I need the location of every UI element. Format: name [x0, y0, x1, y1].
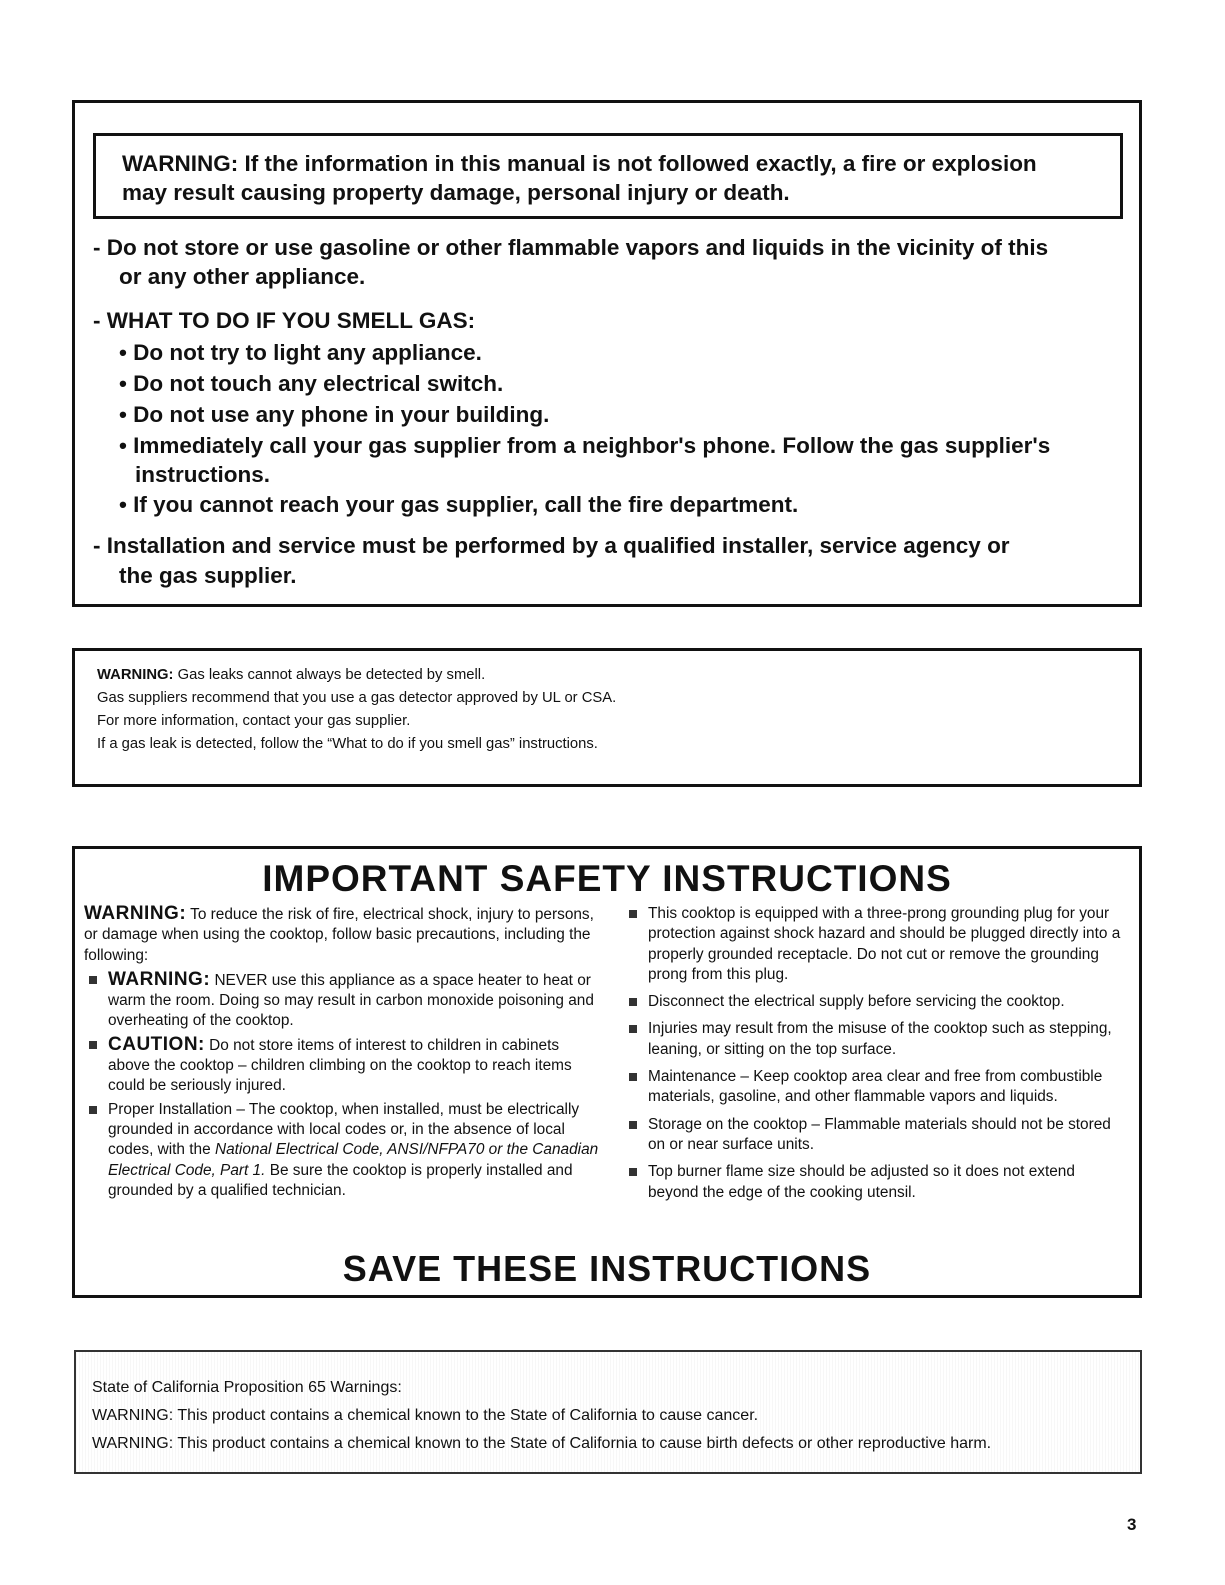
what-to-do-heading: - WHAT TO DO IF YOU SMELL GAS: — [93, 308, 476, 333]
list-item — [624, 1162, 1124, 1203]
bullet-icon — [89, 976, 97, 984]
prop65-warning-box — [74, 1350, 1142, 1474]
bullet-icon — [629, 1121, 637, 1129]
caution-label: CAUTION: — [108, 1033, 205, 1055]
sub-item-call-line1: • Immediately call your gas supplier from a neighbor's phone. Follow the gas supplier's — [119, 433, 1051, 458]
proper-installation-text-b: Be sure the cooktop is properly installed and grounded by a qualified technician. — [108, 1161, 573, 1199]
list-item — [624, 992, 1124, 1012]
bullet-icon — [629, 1073, 637, 1081]
maintenance-text: Maintenance – Keep cooktop area clear and free from combustible materials, gasoline, and other flammable vapors and liquids. — [648, 1068, 1103, 1106]
list-item — [84, 1035, 604, 1097]
electrical-code-reference: National Electrical Code, ANSI/NFPA70 or the Canadian Electrical Code, Part 1. — [108, 1141, 599, 1179]
list-item — [84, 1100, 604, 1201]
space-heater-warning-label: WARNING: — [108, 968, 211, 990]
bullet-icon — [89, 1041, 97, 1049]
leak-line4: If a gas leak is detected, follow the “What to do if you smell gas” instructions. — [97, 736, 598, 752]
prop65-cancer-warning: WARNING: This product contains a chemical known to the State of California to cause cancer. — [92, 1407, 759, 1424]
bullet-icon — [629, 998, 637, 1006]
leak-line1-text: Gas leaks cannot always be detected by smell. — [177, 667, 486, 683]
list-item — [624, 1067, 1124, 1108]
bullet-icon — [629, 1025, 637, 1033]
sub-item-switch: • Do not touch any electrical switch. — [119, 371, 504, 396]
flame-size-text: Top burner flame size should be adjusted so it does not extend beyond the edge of the cooking utensil. — [648, 1163, 1075, 1201]
safety-right-column — [624, 904, 1124, 1206]
leak-warning-label: WARNING: — [97, 667, 174, 683]
install-line2: the gas supplier. — [119, 563, 297, 588]
list-item — [624, 1019, 1124, 1060]
bullet-icon — [89, 1106, 97, 1114]
safety-left-column — [84, 904, 604, 1204]
leak-line2: Gas suppliers recommend that you use a gas detector approved by UL or CSA. — [97, 690, 617, 706]
space-heater-warning-text: NEVER use this appliance as a space heater to heat or warm the room. Doing so may result in carbon monoxide poisoning and overheating of the cooktop. — [108, 971, 594, 1030]
safety-intro — [84, 904, 604, 966]
safety-instructions-box — [72, 846, 1142, 1298]
no-store-line2: or any other appliance. — [119, 264, 366, 289]
save-instructions-title: SAVE THESE INSTRUCTIONS — [342, 1248, 872, 1289]
sub-item-fire-dept: • If you cannot reach your gas supplier, call the fire department. — [119, 492, 799, 517]
bullet-icon — [629, 910, 637, 918]
no-store-line1: - Do not store or use gasoline or other flammable vapors and liquids in the vicinity of this — [93, 235, 1049, 260]
gas-leak-warning-box — [72, 648, 1142, 787]
sub-item-light: • Do not try to light any appliance. — [119, 340, 482, 365]
list-item — [624, 1115, 1124, 1156]
page-number: 3 — [1127, 1515, 1137, 1534]
bullet-icon — [629, 1168, 637, 1176]
disconnect-text: Disconnect the electrical supply before servicing the cooktop. — [648, 993, 1065, 1011]
proper-installation-text-a: Proper Installation – The cooktop, when installed, must be electrically grounded in accordance with local codes or, in the absence of local codes, with the — [108, 1100, 580, 1159]
misuse-text: Injuries may result from the misuse of the cooktop such as stepping, leaning, or sitting on the top surface. — [648, 1020, 1112, 1058]
grounding-plug-text: This cooktop is equipped with a three-prong grounding plug for your protection against shock hazard and should be plugged directly into a properly grounded receptacle. Do not cut or remove the grounding prong from this plug. — [648, 905, 1121, 983]
intro-text: To reduce the risk of fire, electrical shock, injury to persons, or damage when using the cooktop, follow basic precautions, including the following: — [84, 906, 594, 964]
prop65-heading: State of California Proposition 65 Warnings: — [92, 1379, 402, 1396]
list-item — [624, 904, 1124, 985]
warning-headline-line1: WARNING: If the information in this manual is not followed exactly, a fire or explosion — [122, 151, 1037, 176]
fire-explosion-warning — [93, 133, 1123, 219]
gas-warning-box — [72, 100, 1142, 607]
warning-headline-line2: may result causing property damage, personal injury or death. — [122, 180, 790, 205]
leak-line3: For more information, contact your gas supplier. — [97, 713, 411, 729]
safety-title: IMPORTANT SAFETY INSTRUCTIONS — [262, 858, 952, 899]
sub-item-phone: • Do not use any phone in your building. — [119, 402, 550, 427]
list-item — [84, 970, 604, 1032]
sub-item-call-line2: instructions. — [135, 462, 271, 487]
caution-text: Do not store items of interest to children in cabinets above the cooktop – children climbing on the cooktop to reach items could be seriously injured. — [108, 1036, 572, 1095]
storage-text: Storage on the cooktop – Flammable materials should not be stored on or near surface units. — [648, 1115, 1111, 1153]
install-line1: - Installation and service must be performed by a qualified installer, service agency or — [93, 533, 1010, 558]
prop65-reproductive-warning: WARNING: This product contains a chemical known to the State of California to cause birth defects or other reproductive harm. — [92, 1435, 992, 1452]
intro-warning-label: WARNING: — [84, 903, 187, 924]
leak-line1 — [97, 664, 1117, 687]
